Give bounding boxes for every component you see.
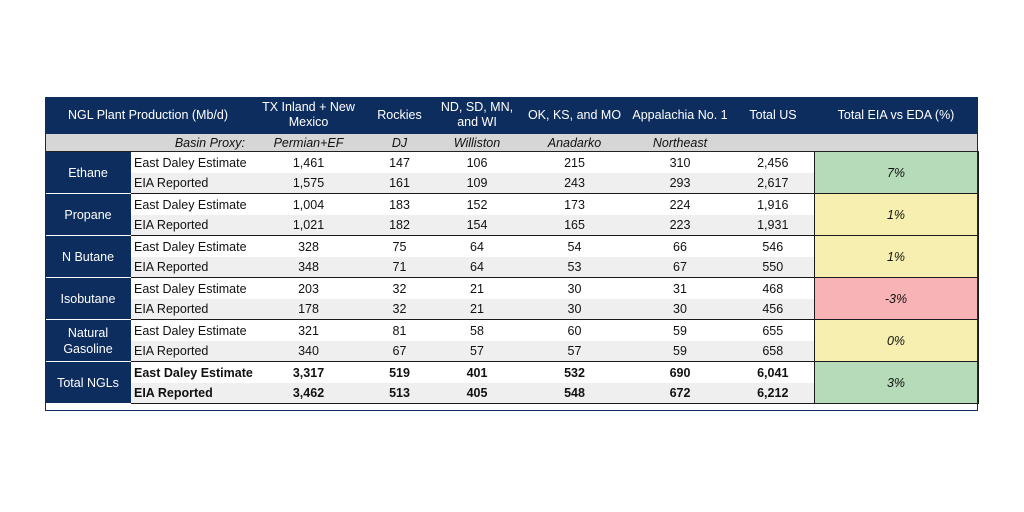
row-label: East Daley Estimate	[131, 320, 251, 342]
table-row	[45, 152, 978, 174]
cell-value: 6,041	[732, 362, 814, 384]
cell-value: 21	[433, 299, 521, 320]
cell-value: 3,462	[251, 383, 366, 404]
row-label: EIA Reported	[131, 257, 251, 278]
product-group-label: Isobutane	[45, 278, 131, 320]
cell-value: 32	[366, 299, 433, 320]
cell-value: 58	[433, 320, 521, 342]
cell-value: 1,004	[251, 194, 366, 216]
cell-value: 456	[732, 299, 814, 320]
basin-proxy-value: Williston	[433, 134, 521, 152]
cell-value: 293	[628, 173, 732, 194]
cell-value: 106	[433, 152, 521, 174]
basin-proxy-value: Northeast	[628, 134, 732, 152]
product-group-label: Ethane	[45, 152, 131, 194]
row-label: East Daley Estimate	[131, 362, 251, 384]
cell-value: 401	[433, 362, 521, 384]
row-label: EIA Reported	[131, 173, 251, 194]
cell-value: 54	[521, 236, 628, 258]
cell-value: 468	[732, 278, 814, 300]
cell-value: 161	[366, 173, 433, 194]
table-row	[45, 362, 978, 384]
ngl-production-table	[45, 97, 979, 404]
cell-value: 310	[628, 152, 732, 174]
row-label: East Daley Estimate	[131, 152, 251, 174]
table-row	[45, 320, 978, 342]
cell-value: 1,461	[251, 152, 366, 174]
column-header: Total US	[732, 97, 814, 134]
cell-value: 75	[366, 236, 433, 258]
cell-value: 21	[433, 278, 521, 300]
product-group-label: Propane	[45, 194, 131, 236]
cell-value: 203	[251, 278, 366, 300]
basin-proxy-value: Anadarko	[521, 134, 628, 152]
pct-difference-cell: 0%	[814, 320, 978, 362]
cell-value: 1,575	[251, 173, 366, 194]
pct-difference-cell: 1%	[814, 236, 978, 278]
pct-difference-cell: -3%	[814, 278, 978, 320]
cell-value: 405	[433, 383, 521, 404]
cell-value: 30	[628, 299, 732, 320]
cell-value: 348	[251, 257, 366, 278]
row-label: East Daley Estimate	[131, 194, 251, 216]
row-label: EIA Reported	[131, 341, 251, 362]
cell-value: 672	[628, 383, 732, 404]
pct-difference-cell: 1%	[814, 194, 978, 236]
table-title: NGL Plant Production (Mb/d)	[45, 97, 251, 134]
column-header: Appalachia No. 1	[628, 97, 732, 134]
cell-value: 243	[521, 173, 628, 194]
product-group-label: N Butane	[45, 236, 131, 278]
cell-value: 658	[732, 341, 814, 362]
cell-value: 550	[732, 257, 814, 278]
table-row	[45, 236, 978, 258]
cell-value: 182	[366, 215, 433, 236]
product-group-label: Total NGLs	[45, 362, 131, 404]
cell-value: 328	[251, 236, 366, 258]
cell-value: 66	[628, 236, 732, 258]
cell-value: 154	[433, 215, 521, 236]
basin-proxy-row	[45, 134, 978, 152]
cell-value: 57	[433, 341, 521, 362]
basin-proxy-value: Permian+EF	[251, 134, 366, 152]
table-body	[45, 152, 978, 404]
cell-value: 1,931	[732, 215, 814, 236]
cell-value: 1,021	[251, 215, 366, 236]
pct-difference-cell: 3%	[814, 362, 978, 404]
row-label: EIA Reported	[131, 215, 251, 236]
cell-value: 147	[366, 152, 433, 174]
cell-value: 519	[366, 362, 433, 384]
cell-value: 31	[628, 278, 732, 300]
column-header: ND, SD, MN, and WI	[433, 97, 521, 134]
product-group-label: Natural Gasoline	[45, 320, 131, 362]
cell-value: 183	[366, 194, 433, 216]
cell-value: 178	[251, 299, 366, 320]
cell-value: 321	[251, 320, 366, 342]
cell-value: 71	[366, 257, 433, 278]
cell-value: 340	[251, 341, 366, 362]
column-header: OK, KS, and MO	[521, 97, 628, 134]
cell-value: 532	[521, 362, 628, 384]
cell-value: 223	[628, 215, 732, 236]
pct-column-header: Total EIA vs EDA (%)	[814, 97, 978, 134]
basin-proxy-value	[732, 134, 814, 152]
cell-value: 513	[366, 383, 433, 404]
cell-value: 215	[521, 152, 628, 174]
cell-value: 2,617	[732, 173, 814, 194]
cell-value: 59	[628, 341, 732, 362]
cell-value: 2,456	[732, 152, 814, 174]
cell-value: 1,916	[732, 194, 814, 216]
cell-value: 81	[366, 320, 433, 342]
cell-value: 655	[732, 320, 814, 342]
cell-value: 57	[521, 341, 628, 362]
cell-value: 6,212	[732, 383, 814, 404]
cell-value: 67	[628, 257, 732, 278]
row-label: East Daley Estimate	[131, 278, 251, 300]
cell-value: 546	[732, 236, 814, 258]
cell-value: 59	[628, 320, 732, 342]
column-header: Rockies	[366, 97, 433, 134]
cell-value: 152	[433, 194, 521, 216]
table-header-row	[45, 97, 978, 134]
table-row	[45, 278, 978, 300]
cell-value: 690	[628, 362, 732, 384]
cell-value: 60	[521, 320, 628, 342]
cell-value: 30	[521, 278, 628, 300]
cell-value: 64	[433, 236, 521, 258]
cell-value: 165	[521, 215, 628, 236]
cell-value: 32	[366, 278, 433, 300]
cell-value: 53	[521, 257, 628, 278]
table-row	[45, 194, 978, 216]
cell-value: 67	[366, 341, 433, 362]
cell-value: 3,317	[251, 362, 366, 384]
cell-value: 224	[628, 194, 732, 216]
cell-value: 64	[433, 257, 521, 278]
basin-proxy-label: Basin Proxy:	[45, 134, 251, 152]
row-label: EIA Reported	[131, 299, 251, 320]
cell-value: 109	[433, 173, 521, 194]
row-label: East Daley Estimate	[131, 236, 251, 258]
basin-proxy-blank	[814, 134, 978, 152]
column-header: TX Inland + New Mexico	[251, 97, 366, 134]
cell-value: 30	[521, 299, 628, 320]
cell-value: 173	[521, 194, 628, 216]
cell-value: 548	[521, 383, 628, 404]
pct-difference-cell: 7%	[814, 152, 978, 194]
basin-proxy-value: DJ	[366, 134, 433, 152]
row-label: EIA Reported	[131, 383, 251, 404]
